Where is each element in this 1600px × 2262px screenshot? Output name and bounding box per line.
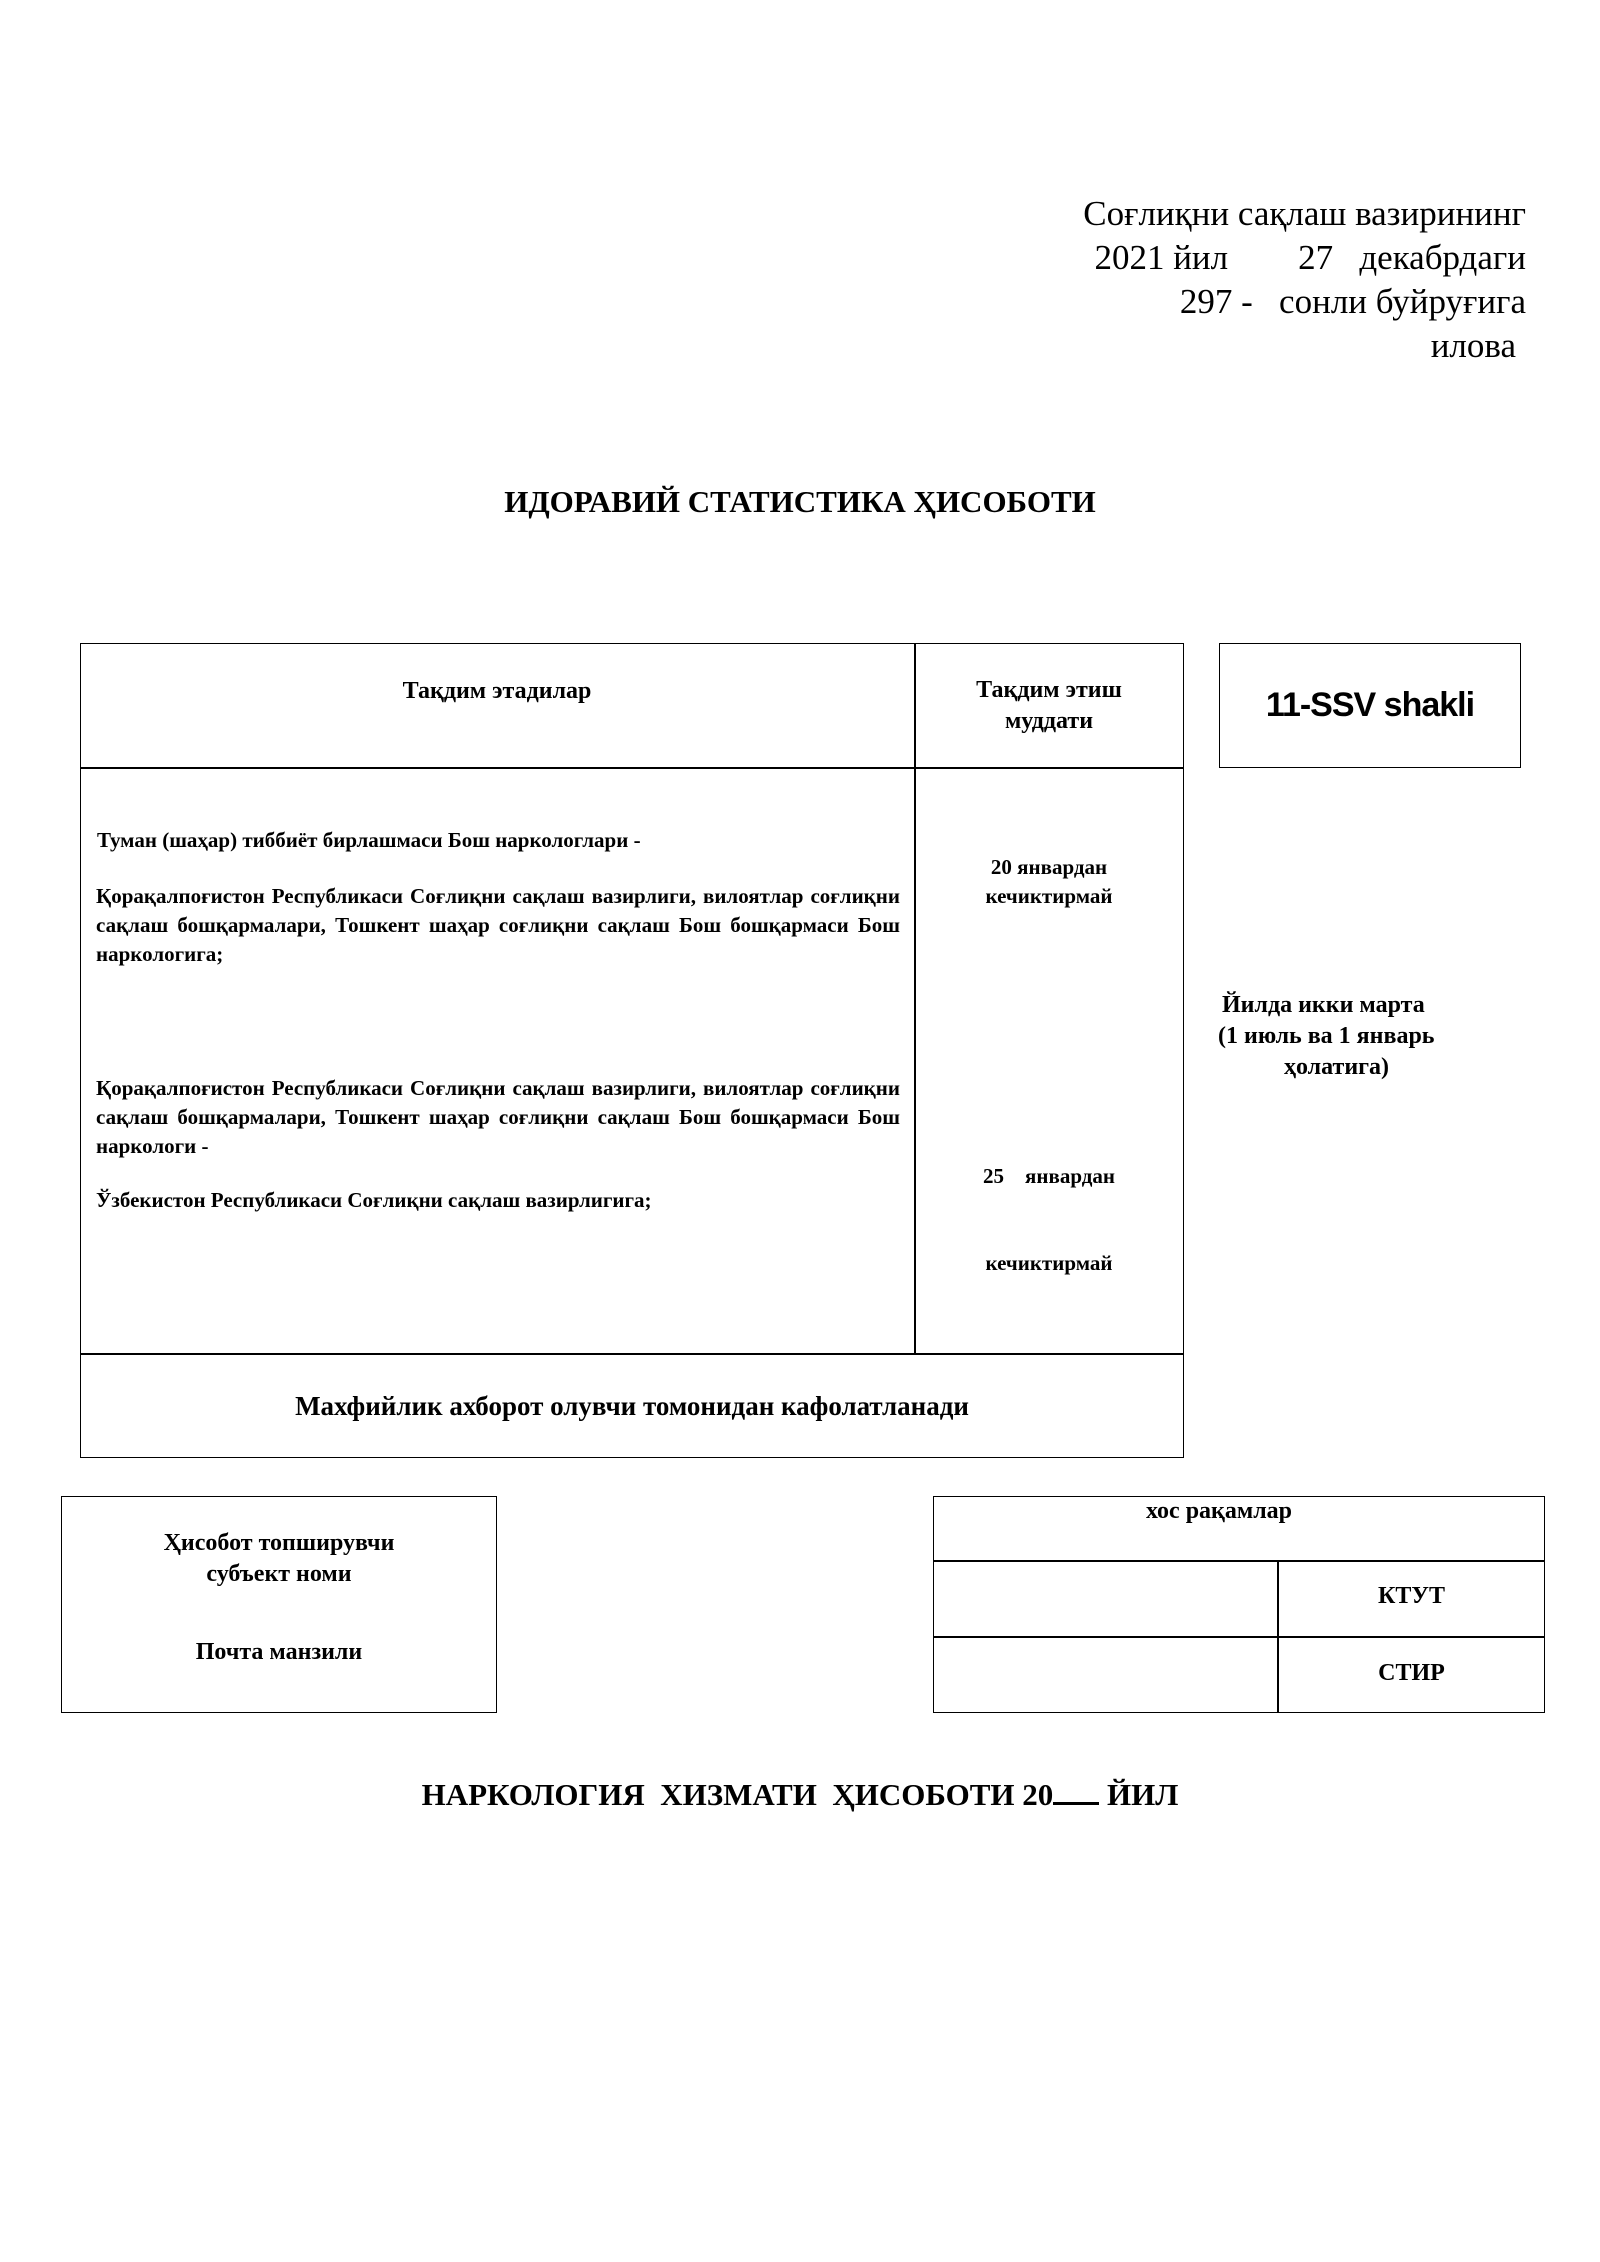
approval-block [900, 192, 1526, 368]
report-title: ИДОРАВИЙ СТАТИСТИКА ҲИСОБОТИ [504, 484, 1096, 519]
heading-suffix: ЙИЛ [1099, 1777, 1179, 1812]
subject-name-label [61, 1528, 497, 1590]
ktut-value-field [933, 1562, 1277, 1636]
ktut-label: КТУТ [1377, 1583, 1446, 1609]
approval-line-3: 297 - сонли буйруғига [1179, 282, 1526, 321]
codes-header: хос рақамлар [1145, 1498, 1293, 1524]
confidentiality-note: Махфийлик ахборот олувчи томонидан кафолатланади [295, 1391, 969, 1421]
submitters-block-2-line1: Қорақалпоғистон Республикаси Соғлиқни сақлаш вазирлиги, вилоятлар соғлиқни сақлаш бошқармалари, Тошкент шаҳар соғлиқни сақлаш Бош бошқармаси Бош наркологи - [96, 1076, 900, 1158]
frequency-line1: Йилда икки марта [1222, 992, 1425, 1018]
deadline-1 [914, 853, 1184, 911]
form-code: 11-SSV shakli [1265, 686, 1475, 724]
submitters-block-1-line1: Туман (шаҳар) тиббиёт бирлашмаси Бош наркологлари - [97, 828, 641, 852]
year-blank [1053, 1778, 1099, 1805]
frequency-line2: (1 июль ва 1 январь [1218, 1023, 1435, 1049]
postal-address-label: Почта манзили [195, 1639, 363, 1665]
deadline-2-line2: кечиктирмай [985, 1251, 1113, 1275]
stir-value-field [933, 1638, 1277, 1712]
deadline-1-line1: 20 январдан [990, 855, 1108, 879]
stir-label: СТИР [1378, 1660, 1445, 1686]
submitters-block-1-line2: Қорақалпоғистон Республикаси Соғлиқни сақлаш вазирлиги, вилоятлар соғлиқни сақлаш бошқармалари, Тошкент шаҳар соғлиқни сақлаш Бош бошқармаси Бош наркологига; [96, 884, 900, 966]
approval-line-1: Соғлиқни сақлаш вазирининг [1083, 194, 1526, 233]
deadline-2 [914, 1104, 1184, 1307]
submission-table [80, 643, 1184, 1458]
table-footer-divider [80, 1353, 1184, 1355]
column-header-deadline [914, 675, 1184, 737]
column-header-deadline-line1: Тақдим этиш [976, 677, 1122, 703]
deadline-1-line2: кечиктирмай [985, 884, 1113, 908]
frequency-line3: ҳолатига) [1284, 1054, 1390, 1080]
approval-line-4: илова [1430, 326, 1516, 365]
subject-name-line1: Ҳисобот топширувчи [163, 1530, 395, 1556]
column-header-submitters: Тақдим этадилар [402, 678, 592, 704]
subject-name-line2: субъект номи [206, 1561, 352, 1587]
heading-prefix: НАРКОЛОГИЯ ХИЗМАТИ ҲИСОБОТИ 20 [421, 1777, 1054, 1812]
table-header-divider [80, 767, 1184, 769]
deadline-2-line1: 25 январдан [983, 1164, 1115, 1188]
service-report-heading [0, 1777, 1600, 1813]
reporting-frequency [1218, 990, 1518, 1083]
submitters-block-2-line2: Ўзбекистон Республикаси Соғлиқни сақлаш вазирлигига; [96, 1188, 652, 1212]
column-header-deadline-line2: муддати [1004, 708, 1094, 734]
approval-line-2: 2021 йил 27 декабрдаги [1094, 238, 1526, 277]
